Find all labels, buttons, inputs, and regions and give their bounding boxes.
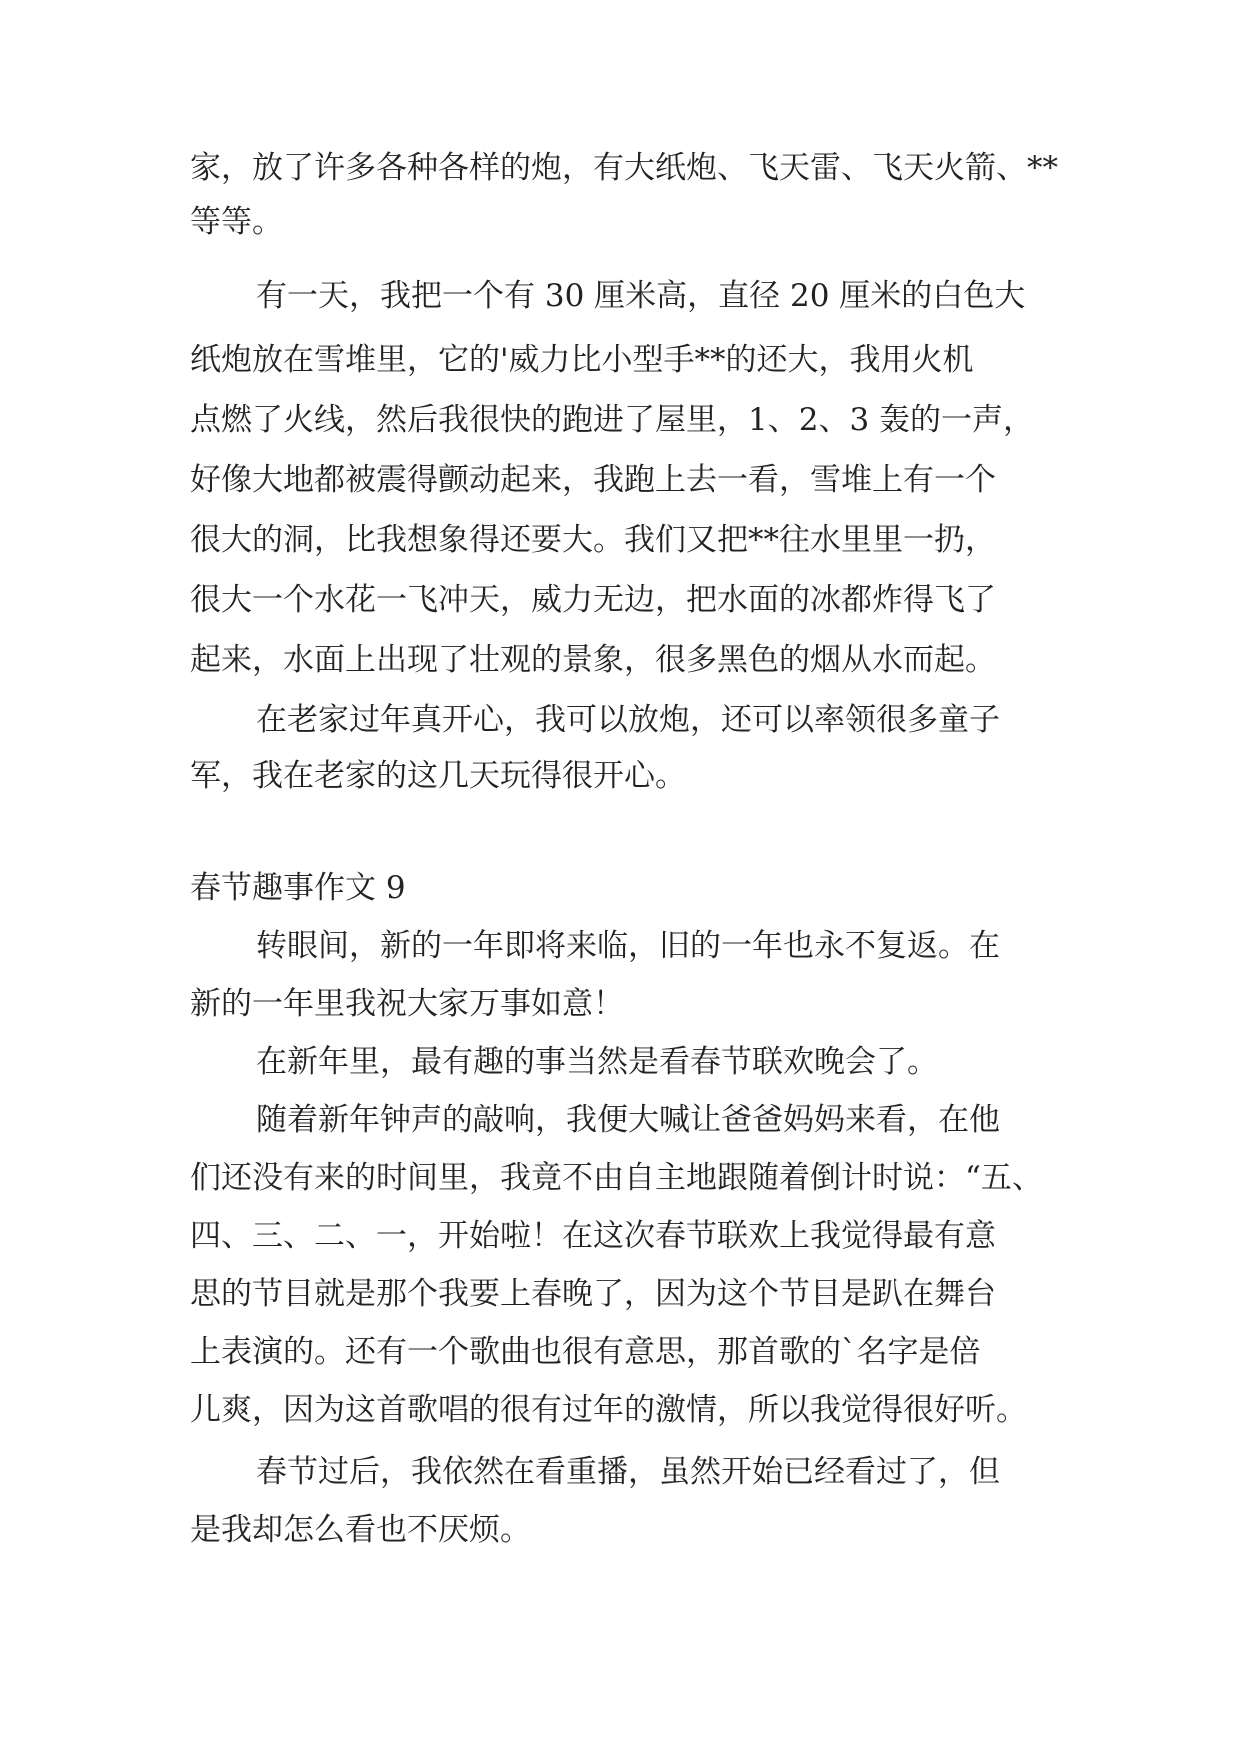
paragraph-7-line-1: 春节过后，我依然在看重播，虽然开始已经看过了，但	[256, 1454, 1000, 1490]
paragraph-4-line-1: 转眼间，新的一年即将来临，旧的一年也永不复返。在	[256, 928, 1000, 964]
paragraph-6-line-4: 思的节目就是那个我要上春晚了，因为这个节目是趴在舞台	[190, 1276, 996, 1312]
paragraph-2-line-2: 纸炮放在雪堆里，它的'威力比小型手**的还大，我用火机	[190, 342, 974, 378]
paragraph-2-line-3: 点燃了火线，然后我很快的跑进了屋里，1、2、3 轰的一声，	[190, 402, 1035, 438]
paragraph-1-line-1: 家，放了许多各种各样的炮，有大纸炮、飞天雷、飞天火箭、**	[190, 150, 1058, 186]
paragraph-2-line-4: 好像大地都被震得颤动起来，我跑上去一看，雪堆上有一个	[190, 462, 996, 498]
paragraph-1-line-2: 等等。	[190, 204, 283, 240]
paragraph-5-line-1: 在新年里，最有趣的事当然是看春节联欢晚会了。	[256, 1044, 938, 1080]
paragraph-7-line-2: 是我却怎么看也不厌烦。	[190, 1512, 531, 1548]
paragraph-2-line-6: 很大一个水花一飞冲天，威力无边，把水面的冰都炸得飞了	[190, 582, 996, 618]
paragraph-6-line-6: 儿爽，因为这首歌唱的很有过年的激情，所以我觉得很好听。	[190, 1392, 1027, 1428]
paragraph-2-line-1: 有一天，我把一个有 30 厘米高，直径 20 厘米的白色大	[256, 278, 1026, 314]
paragraph-6-line-3: 四、三、二、一，开始啦！在这次春节联欢上我觉得最有意	[190, 1218, 996, 1254]
paragraph-6-line-1: 随着新年钟声的敲响，我便大喊让爸爸妈妈来看，在他	[256, 1102, 1000, 1138]
section-title: 春节趣事作文 9	[190, 870, 406, 906]
paragraph-3-line-1: 在老家过年真开心，我可以放炮，还可以率领很多童子	[256, 702, 1000, 738]
paragraph-3-line-2: 军，我在老家的这几天玩得很开心。	[190, 758, 686, 794]
paragraph-6-line-5: 上表演的。还有一个歌曲也很有意思，那首歌的`名字是倍	[190, 1334, 981, 1370]
paragraph-2-line-5: 很大的洞，比我想象得还要大。我们又把**往水里里一扔，	[190, 522, 996, 558]
paragraph-4-line-2: 新的一年里我祝大家万事如意！	[190, 986, 624, 1022]
paragraph-2-line-7: 起来，水面上出现了壮观的景象，很多黑色的烟从水而起。	[190, 642, 996, 678]
paragraph-6-line-2: 们还没有来的时间里，我竟不由自主地跟随着倒计时说：“五、	[190, 1160, 1043, 1196]
